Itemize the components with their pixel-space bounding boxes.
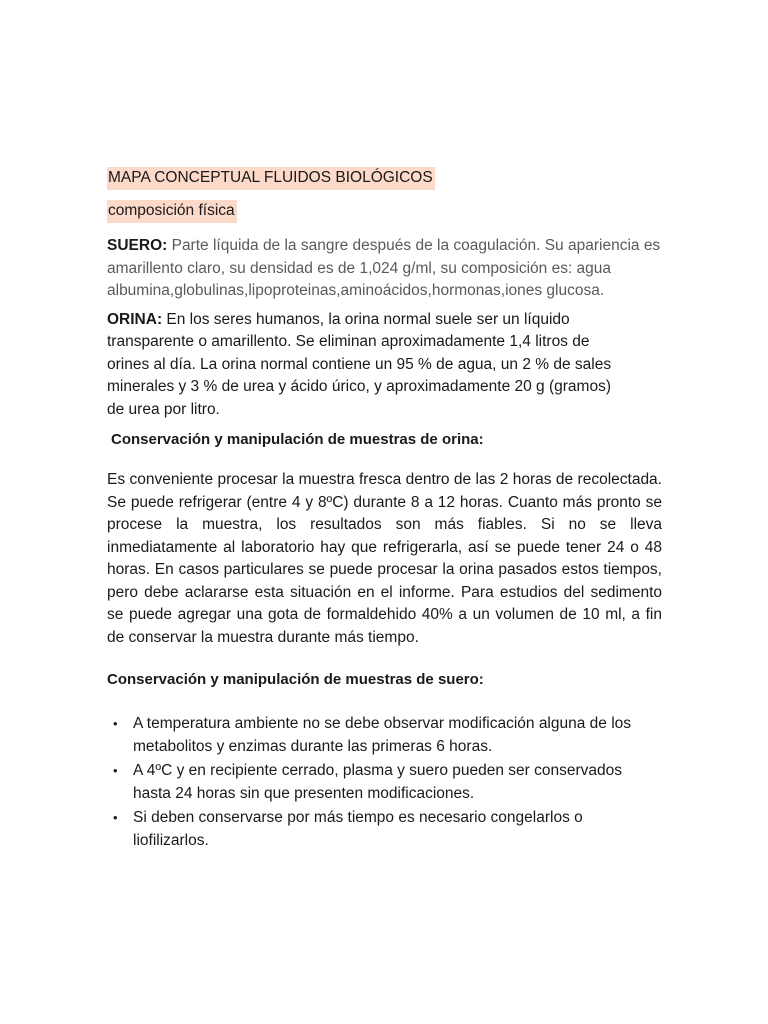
orina-conservation-body: Es conveniente procesar la muestra fresca dentro de las 2 horas de recolectada. Se puede refrigerar (entre 4 y 8ºC) durante 8 a 12 horas. Cuanto más pronto se procese la muestra, los resultados son más fiables. Si no se lleva inmediatamente al laboratorio hay que refrigerarla, así se puede tener 24 o 48 horas. En casos particulares se puede procesar la orina pasados estos tiempos, pero debe aclararse esta situación en el informe. Para estudios del sedimento se puede agregar una gota de formaldehido 40% a un volumen de 10 ml, a fin de conservar la muestra durante más tiempo. [107,471,662,646]
suero-conservation-heading: Conservación y manipulación de muestras de suero: [107,671,484,688]
orina-term: ORINA: [107,310,163,328]
list-item-text: A temperatura ambiente no se debe observar modificación alguna de los metabolitos y enzimas durante las primeras 6 horas. [133,715,632,755]
list-item [107,713,662,758]
orina-paragraph [107,309,627,422]
document-subtitle: composición física [107,200,237,223]
suero-text: Parte líquida de la sangre después de la coagulación. Su apariencia es amarillento claro, su densidad es de 1,024 g/ml, su composición es: agua albumina,globulinas,lipoproteinas,aminoácidos,hormonas,iones glucosa. [107,237,661,299]
bullet-icon: • [113,763,118,778]
list-item [107,760,662,805]
orina-text: En los seres humanos, la orina normal suele ser un líquido transparente o amarillento. Se eliminan aproximadamente 1,4 litros de orines al día. La orina normal contiene un 95 % de agua, un 2 % de sales minerales y 3 % de urea y ácido úrico, y aproximadamente 20 g (gramos) de urea por litro. [107,310,612,418]
suero-paragraph [107,235,662,303]
list-item-text: Si deben conservarse por más tiempo es necesario congelarlos o liofilizarlos. [133,809,583,849]
list-item [107,807,662,852]
subtitle-line [107,200,662,226]
suero-term: SUERO: [107,237,168,254]
document-title: MAPA CONCEPTUAL FLUIDOS BIOLÓGICOS [107,167,435,190]
orina-conservation-heading: Conservación y manipulación de muestras de orina: [111,431,484,448]
list-item-text: A 4ºC y en recipiente cerrado, plasma y suero pueden ser conservados hasta 24 horas sin que presenten modificaciones. [133,762,623,802]
title-line [107,167,662,193]
document-page [107,167,662,854]
bullet-icon: • [113,810,118,825]
bullet-icon: • [113,716,118,731]
suero-conservation-list [107,713,662,852]
